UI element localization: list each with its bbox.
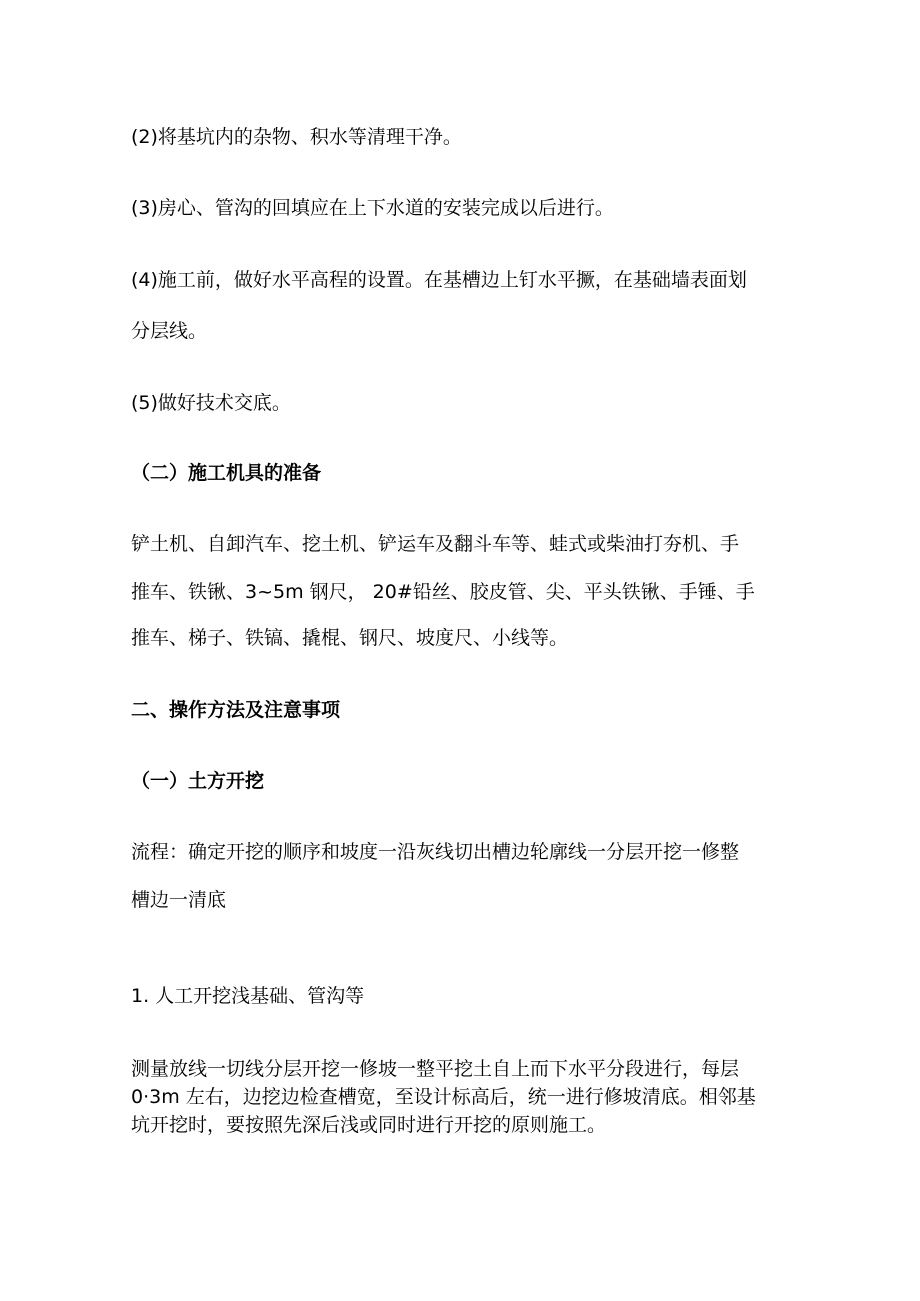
flow-line-2: 槽边一清底 [131, 889, 227, 911]
earthwork-heading: （一）土方开挖 [131, 770, 265, 792]
item-2: (2)将基坑内的杂物、积水等清理干净。 [131, 126, 462, 148]
item-4-line-1: (4)施工前，做好水平高程的设置。在基槽边上钉水平撅，在基础墙表面划 [131, 269, 747, 291]
section-methods-heading: 二、操作方法及注意事项 [131, 699, 341, 721]
flow-line-1: 流程：确定开挖的顺序和坡度一沿灰线切出槽边轮廓线一分层开挖一修整 [131, 841, 740, 863]
item-5: (5)做好技术交底。 [131, 392, 291, 414]
tools-text-line-2: 推车、铁锹、3~5m 钢尺， 20#铅丝、胶皮管、尖、平头铁锹、手锤、手 [131, 581, 755, 603]
tools-text-line-1: 铲土机、自卸汽车、挖土机、铲运车及翻斗车等、蛙式或柴油打夯机、手 [131, 533, 740, 555]
point-1-title: 1. 人工开挖浅基础、管沟等 [131, 985, 365, 1007]
item-3: (3)房心、管沟的回填应在上下水道的安装完成以后进行。 [131, 197, 614, 219]
item-4-line-2: 分层线。 [131, 320, 208, 342]
tools-text-line-3: 推车、梯子、铁镐、撬棍、钢尺、坡度尺、小线等。 [131, 627, 569, 649]
section-tools-heading: （二）施工机具的准备 [131, 462, 322, 484]
point-1-line-2: 0·3m 左右，边挖边检查槽宽，至设计标高后，统一进行修坡清底。相邻基 [131, 1086, 756, 1108]
point-1-line-1: 测量放线一切线分层开挖一修坡一整平挖土自上而下水平分段进行，每层 [131, 1058, 740, 1080]
point-1-line-3: 坑开挖时，要按照先深后浅或同时进行开挖的原则施工。 [131, 1114, 607, 1136]
